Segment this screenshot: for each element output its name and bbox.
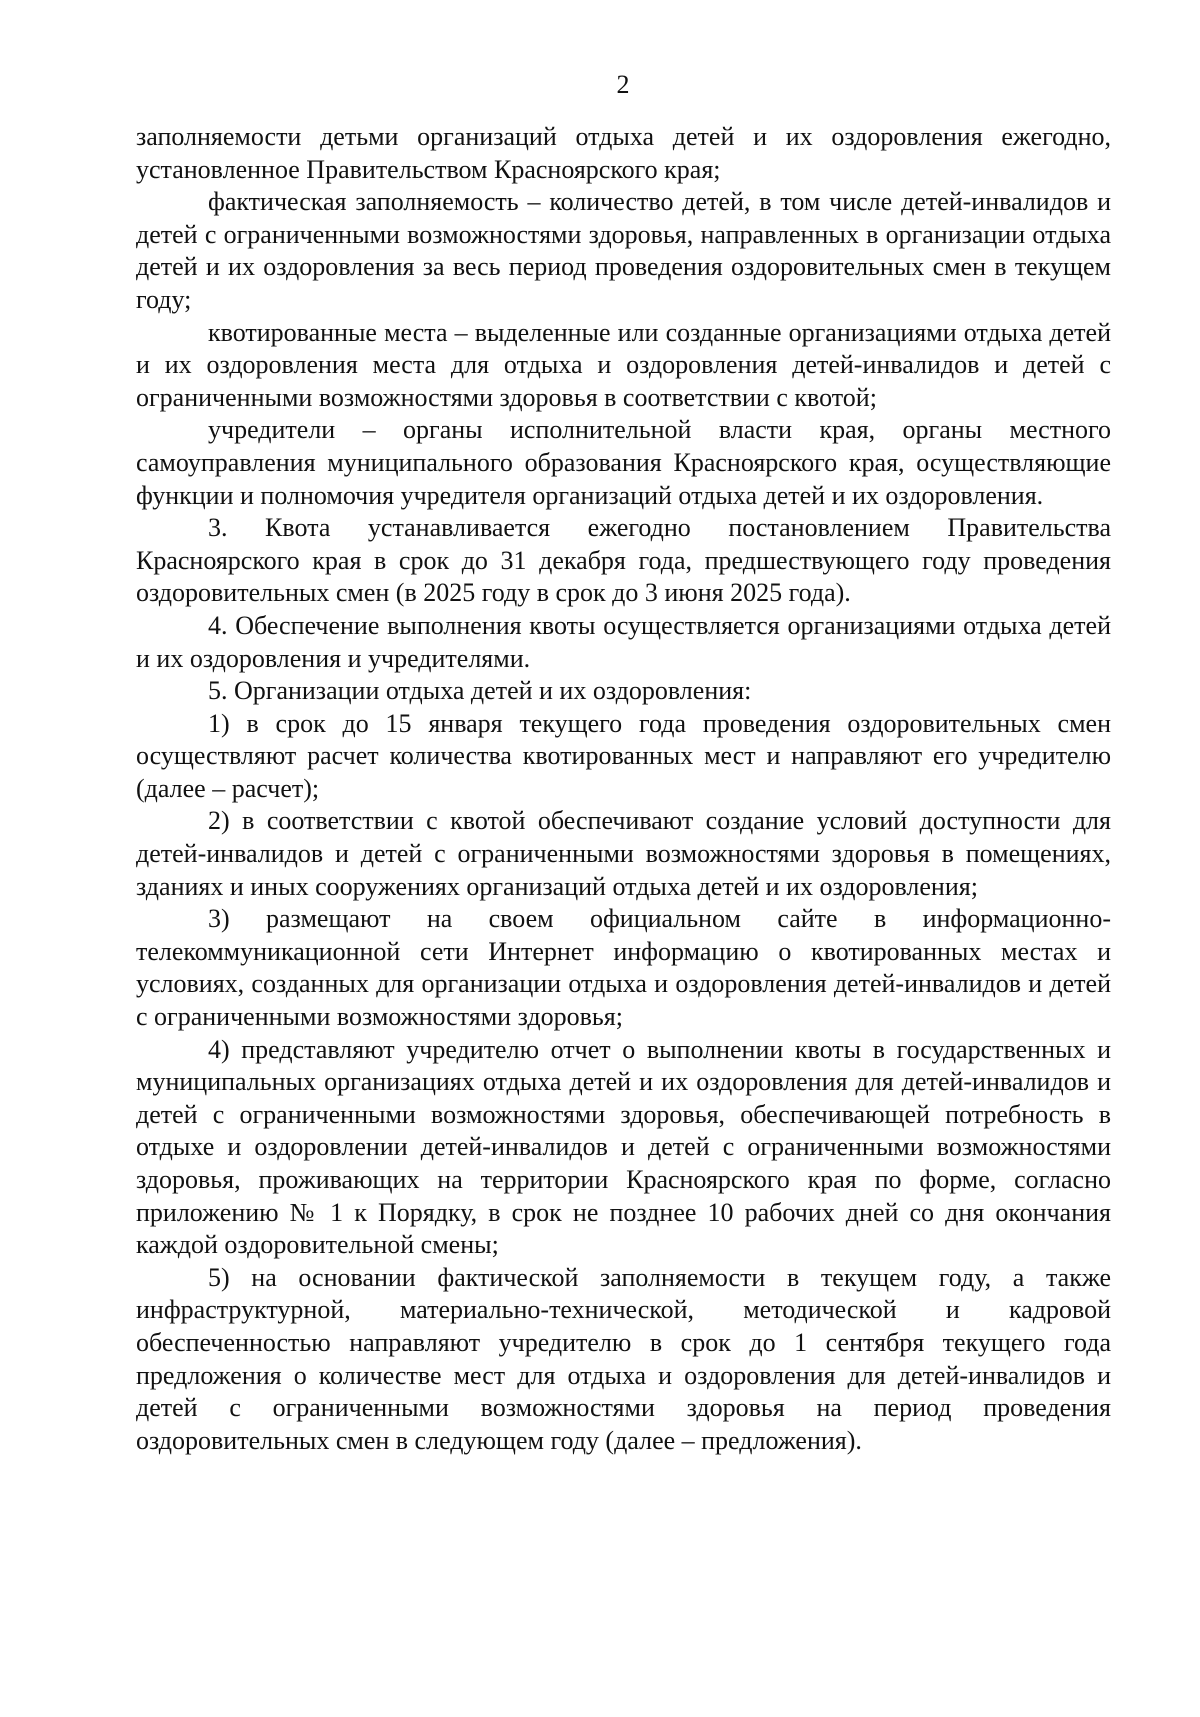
document-body [136,121,1111,1457]
paragraph: учредители – органы исполнительной власти края, органы местного самоуправления муниципального образования Красноярского края, осуществляющие функции и полномочия учредителя организаций отдыха детей и их оздоровления. [136,415,1111,510]
paragraph: 4. Обеспечение выполнения квоты осуществляется организациями отдыха детей и их оздоровления и учредителями. [136,610,1111,673]
page-number: 2 [616,70,630,99]
paragraph: 4) представляют учредителю отчет о выполнении квоты в государственных и муниципальных организациях отдыха детей и их оздоровления для детей-инвалидов и детей с ограниченными возможностями здоровья, обеспечивающей потребность в отдыхе и оздоровлении детей-инвалидов и детей с ограниченными возможностями здоровья, проживающих на территории Красноярского края по форме, согласно приложению № 1 к Порядку, в срок не позднее 10 рабочих дней со дня окончания каждой оздоровительной смены; [136,1034,1111,1260]
paragraph: 1) в срок до 15 января текущего года проведения оздоровительных смен осуществляют расчет количества квотированных мест и направляют его учредителю (далее – расчет); [136,708,1111,803]
paragraph: квотированные места – выделенные или созданные организациями отдыха детей и их оздоровления места для отдыха и оздоровления детей-инвалидов и детей с ограниченными возможностями здоровья в соответствии с квотой; [136,317,1111,412]
paragraph: заполняемости детьми организаций отдыха детей и их оздоровления ежегодно, установленное Правительством Красноярского края; [136,122,1111,184]
paragraph: 3) размещают на своем официальном сайте в информационно-телекоммуникационной сети Интернет информацию о квотированных местах и условиях, созданных для организации отдыха и оздоровления детей-инвалидов и детей с ограниченными возможностями здоровья; [136,904,1111,1032]
paragraph: 3. Квота устанавливается ежегодно постановлением Правительства Красноярского края в срок до 31 декабря года, предшествующего году проведения оздоровительных смен (в 2025 году в срок до 3 июня 2025 года). [136,513,1111,608]
paragraph: фактическая заполняемость – количество детей, в том числе детей-инвалидов и детей с ограниченными возможностями здоровья, направленных в организации отдыха детей и их оздоровления за весь период проведения оздоровительных смен в текущем году; [136,187,1111,314]
paragraph: 2) в соответствии с квотой обеспечивают создание условий доступности для детей-инвалидов и детей с ограниченными возможностями здоровья в помещениях, зданиях и иных сооружениях организаций отдыха детей и их оздоровления; [136,806,1111,901]
paragraph: 5. Организации отдыха детей и их оздоровления: [208,676,752,706]
paragraph: 5) на основании фактической заполняемости в текущем году, а также инфраструктурной, материально-технической, методической и кадровой обеспеченностью направляют учредителю в срок до 1 сентября текущего года предложения о количестве мест для отдыха и оздоровления для детей-инвалидов и детей с ограниченными возможностями здоровья на период проведения оздоровительных смен в следующем году (далее – предложения). [136,1262,1111,1455]
